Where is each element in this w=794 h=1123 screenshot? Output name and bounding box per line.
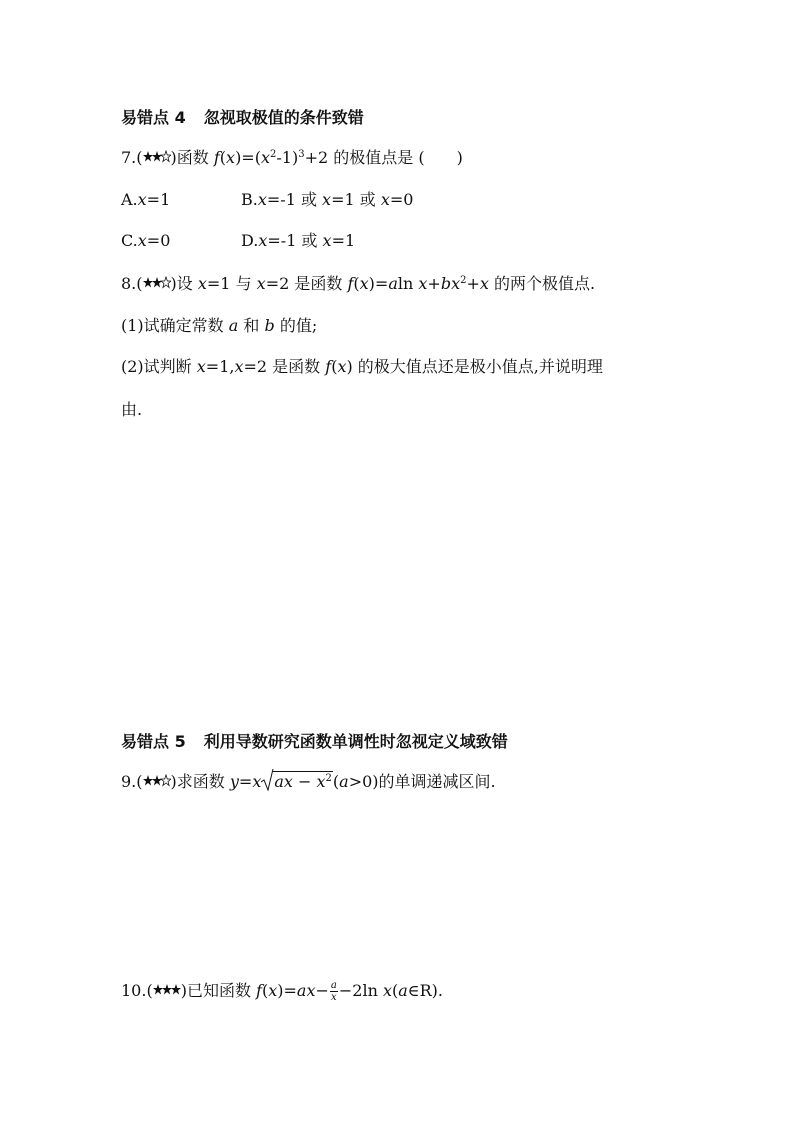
section-heading-4 [121, 108, 364, 128]
section-number: 易错点 5 [121, 732, 186, 751]
option-d[interactable]: D.x=-1 或 x=1 [241, 231, 356, 250]
section-title: 忽视取极值的条件致错 [203, 108, 364, 127]
question-8-part-1: (1)试确定常数 a 和 b 的值; [121, 316, 318, 335]
radical-sign-icon [261, 769, 275, 791]
difficulty-stars-icon [153, 983, 181, 997]
options-row-ab [121, 190, 413, 210]
question-8: 8.( )设 x=1 与 x=2 是函数 f(x)=aln $x+bx^2+x$ 的两个极值点. [121, 274, 596, 293]
question-7: 7.( )函数 $f(x)=(x^2-1)^3+2$ 的极值点是 ( ) [121, 148, 463, 167]
question-number: 7. [121, 148, 137, 167]
question-8-part-2-continued: 由. [121, 400, 143, 419]
difficulty-stars-icon [143, 774, 171, 788]
section-number: 易错点 4 [121, 108, 186, 127]
option-a[interactable]: A.x=1 [121, 190, 171, 209]
difficulty-stars-icon [143, 276, 171, 290]
section-heading-5 [121, 732, 508, 752]
option-c[interactable]: C.x=0 [121, 231, 171, 250]
difficulty-stars-icon [143, 150, 171, 164]
square-root: ax − $x^2$ [261, 772, 333, 792]
question-number: 9. [121, 772, 137, 791]
question-9: 9.( )求函数 y=x ax − $x^2(a>0)$的单调递减区间. [121, 772, 496, 792]
question-number: 10. [121, 981, 147, 1000]
option-b[interactable]: B.x=-1 或 x=1 或 x=0 [241, 190, 414, 209]
options-row-cd [121, 231, 355, 251]
question-10: 10.( )已知函数 f(x)=ax− $\frac{a}{x}$ −2ln x(a∈R). [121, 980, 443, 1003]
question-8-part-2: (2)试判断 x=1,x=2 是函数 f(x) 的极大值点还是极小值点,并说明理 [121, 357, 603, 376]
fraction: $\frac{a}{x}$ [330, 980, 337, 1003]
question-number: 8. [121, 274, 137, 293]
section-title: 利用导数研究函数单调性时忽视定义域致错 [203, 732, 508, 751]
